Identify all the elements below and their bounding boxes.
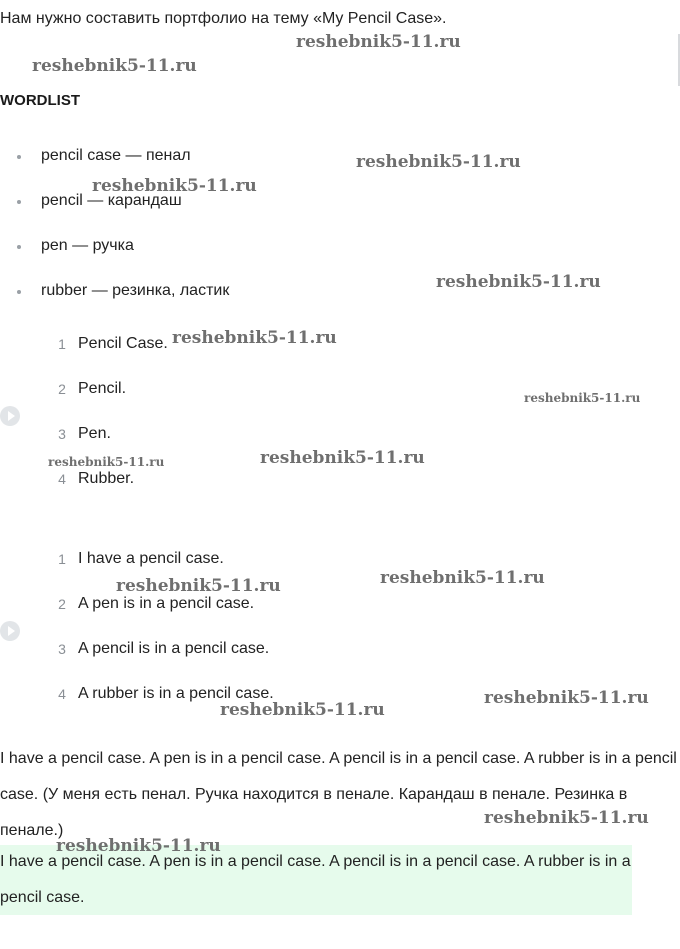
list-text: A rubber is in a pencil case.: [78, 685, 274, 702]
list-number: 3: [58, 641, 66, 657]
list-number: 4: [58, 471, 66, 487]
list-item: [0, 682, 680, 727]
bullet-icon: [17, 245, 21, 249]
intro-text: Нам нужно составить портфолио на тему «My Pencil Case».: [0, 10, 447, 27]
watermark: reshebnik5-11.ru: [380, 568, 545, 588]
watermark: reshebnik5-11.ru: [260, 448, 425, 468]
list-number: 1: [58, 551, 66, 567]
bullet-icon: [17, 290, 21, 294]
wordlist-entry: rubber — резинка, ластик: [41, 282, 230, 299]
list-text: Pencil Case.: [78, 335, 168, 352]
list-text: Rubber.: [78, 470, 135, 487]
list-text: A pen is in a pencil case.: [78, 595, 255, 612]
list-number: 3: [58, 426, 66, 442]
watermark: reshebnik5-11.ru: [356, 152, 521, 172]
wordlist-entry: pencil — карандаш: [41, 192, 182, 209]
list-item: [0, 234, 680, 279]
list-item: [0, 547, 680, 592]
bullet-icon: [17, 200, 21, 204]
watermark: reshebnik5-11.ru: [220, 700, 385, 720]
wordlist: [0, 144, 680, 324]
watermark: reshebnik5-11.ru: [92, 176, 257, 196]
list-text: A pencil is in a pencil case.: [78, 640, 270, 657]
translation-paragraph: I have a pencil case. A pen is in a pencil case. A pencil is in a pencil case. A rubber is in a pencil case. (У меня есть пенал. Ручка находится в пенале. Карандаш в пенале. Резинка в пенале.): [0, 750, 677, 839]
watermark: reshebnik5-11.ru: [524, 391, 641, 405]
list-item: [0, 377, 680, 422]
numbered-list-words: [0, 332, 680, 512]
list-item: [0, 637, 680, 682]
list-item: [0, 144, 680, 189]
answer-text: I have a pencil case. A pen is in a pencil case. A pencil is in a pencil case. A rubber is in a pencil case.: [0, 853, 631, 906]
play-icon[interactable]: [0, 406, 20, 426]
list-item: [0, 592, 680, 637]
list-text: Pencil.: [78, 380, 127, 397]
list-item: [0, 332, 680, 377]
watermark: reshebnik5-11.ru: [116, 576, 281, 596]
watermark: reshebnik5-11.ru: [48, 455, 165, 469]
list-text: I have a pencil case.: [78, 550, 224, 567]
list-item: [0, 189, 680, 234]
list-number: 1: [58, 336, 66, 352]
watermark: reshebnik5-11.ru: [436, 272, 601, 292]
play-icon[interactable]: [0, 621, 20, 641]
watermark: reshebnik5-11.ru: [484, 808, 649, 828]
list-item: [0, 279, 680, 324]
numbered-list-sentences: [0, 547, 680, 727]
watermark: reshebnik5-11.ru: [172, 328, 337, 348]
bullet-icon: [17, 155, 21, 159]
list-text: Pen.: [78, 425, 111, 442]
wordlist-heading: WORDLIST: [0, 92, 80, 109]
list-number: 4: [58, 686, 66, 702]
watermark: reshebnik5-11.ru: [56, 836, 221, 856]
wordlist-entry: pen — ручка: [41, 237, 134, 254]
watermark: reshebnik5-11.ru: [296, 32, 461, 52]
list-item: [0, 422, 680, 467]
watermark: reshebnik5-11.ru: [484, 688, 649, 708]
list-number: 2: [58, 596, 66, 612]
list-item: [0, 467, 680, 512]
answer-block: [0, 845, 632, 915]
wordlist-entry: pencil case — пенал: [41, 147, 191, 164]
list-number: 2: [58, 381, 66, 397]
watermark: reshebnik5-11.ru: [32, 56, 197, 76]
